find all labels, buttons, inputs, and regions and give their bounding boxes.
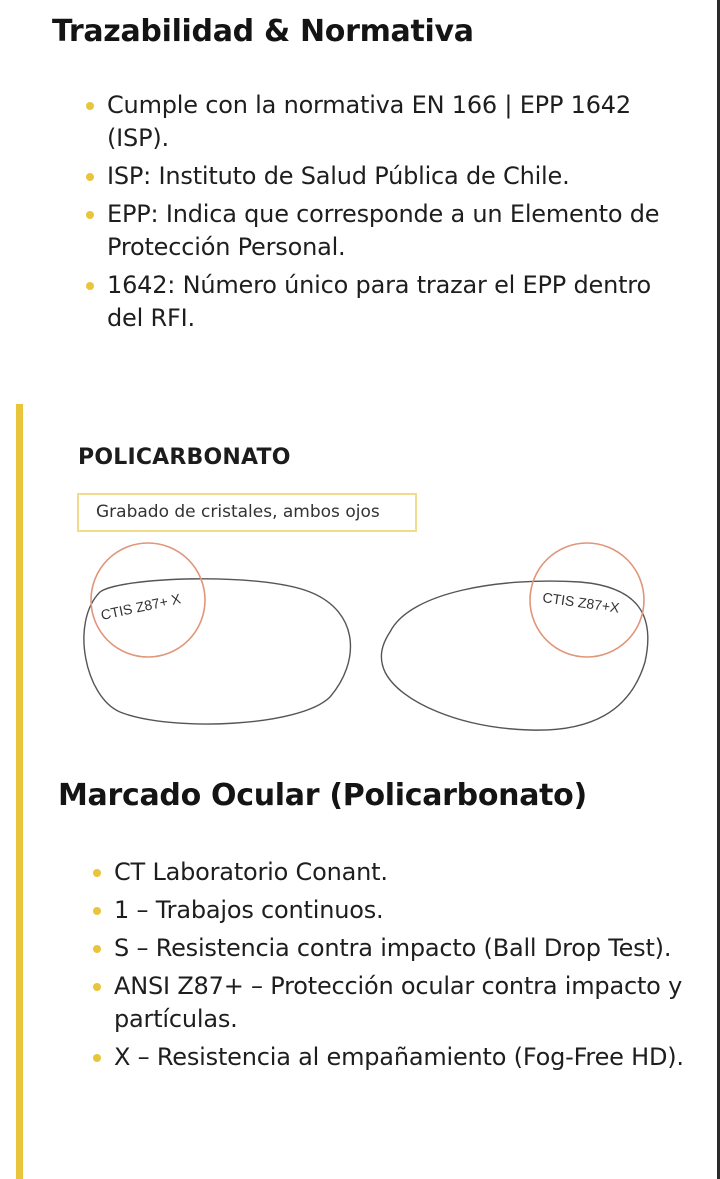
list-item: ANSI Z87+ – Protección ocular contra impacto y partículas. (114, 970, 684, 1036)
lens-diagram (60, 432, 660, 762)
section-title-trazabilidad: Trazabilidad & Normativa (52, 14, 474, 49)
section-title-marcado-ocular: Marcado Ocular (Policarbonato) (58, 778, 587, 813)
list-item: 1 – Trabajos continuos. (114, 894, 684, 927)
left-lens-mark: CTIS Z87+ X (99, 590, 183, 623)
list-item: 1642: Número único para trazar el EPP dentro del RFI. (107, 269, 677, 335)
trazabilidad-list (107, 89, 677, 340)
lens-engraving-figure (60, 432, 660, 762)
list-item: S – Resistencia contra impacto (Ball Drop Test). (114, 932, 684, 965)
figure-caption: Grabado de cristales, ambos ojos (77, 493, 417, 532)
list-item: Cumple con la normativa EN 166 | EPP 1642 (ISP). (107, 89, 677, 155)
list-item: CT Laboratorio Conant. (114, 856, 684, 889)
list-item: EPP: Indica que corresponde a un Elemento de Protección Personal. (107, 198, 677, 264)
figure-title: POLICARBONATO (78, 445, 291, 470)
list-item: X – Resistencia al empañamiento (Fog-Free HD). (114, 1041, 684, 1074)
marcado-list (114, 856, 684, 1079)
right-lens-mark: CTIS Z87+X (541, 589, 621, 616)
accent-bar (16, 404, 23, 1179)
list-item: ISP: Instituto de Salud Pública de Chile. (107, 160, 677, 193)
